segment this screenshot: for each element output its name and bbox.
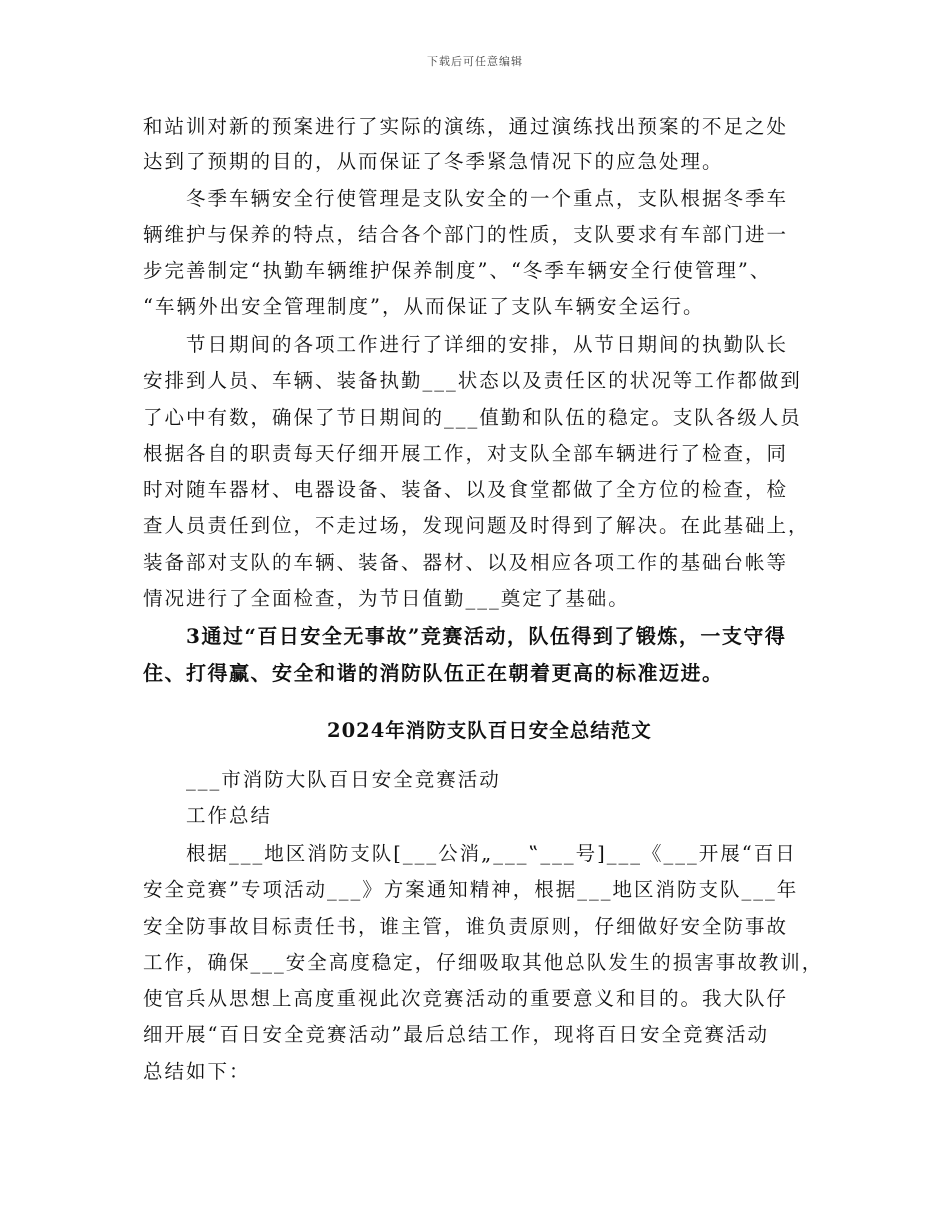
body-line: 细开展“百日安全竞赛活动”最后总结工作，现将百日安全竞赛活动 — [143, 1023, 769, 1046]
bold-paragraph-line: 住、打得赢、安全和谐的消防队伍正在朝着更高的标准迈进。 — [143, 661, 724, 685]
body-line: 冬季车辆安全行使管理是支队安全的一个重点，支队根据冬季车 — [186, 187, 789, 210]
page-header-note: 下载后可任意编辑 — [427, 55, 523, 68]
body-line: 时对随车器材、电器设备、装备、以及食堂都做了全方位的检查，检 — [143, 478, 789, 501]
body-line: 使官兵从思想上高度重视此次竞赛活动的重要意义和目的。我大队仔 — [143, 987, 789, 1010]
bold-paragraph-line: 3通过“百日安全无事故”竞赛活动，队伍得到了锻炼，一支守得 — [186, 624, 787, 648]
body-line: “车辆外出安全管理制度”，从而保证了支队车辆安全运行。 — [143, 295, 705, 318]
body-line: 节日期间的各项工作进行了详细的安排，从节日期间的执勤队长 — [186, 333, 789, 356]
body-line: 安全防事故目标责任书，谁主管，谁负责原则，仔细做好安全防事故 — [143, 915, 789, 938]
body-line: 了心中有数，确保了节日期间的___值勤和队伍的稳定。支队各级人员 — [143, 406, 802, 429]
body-line: 安排到人员、车辆、装备执勤___状态以及责任区的状况等工作都做到 — [143, 369, 802, 392]
section-title: 2024年消防支队百日安全总结范文 — [327, 719, 652, 742]
body-line: 步完善制定“执勤车辆维护保养制度”、“冬季车辆安全行使管理”、 — [143, 259, 772, 282]
body-line: 工作，确保___安全高度稳定，仔细吸取其他总队发生的损害事故教训， — [143, 951, 824, 974]
body-line: 安全竞赛”专项活动___》方案通知精神，根据___地区消防支队___年 — [143, 878, 799, 901]
body-line: 达到了预期的目的，从而保证了冬季紧急情况下的应急处理。 — [143, 150, 724, 173]
body-line: 查人员责任到位，不走过场，发现问题及时得到了解决。在此基础上， — [143, 514, 810, 537]
subtitle-line: ___市消防大队百日安全竞赛活动 — [186, 768, 501, 791]
body-line: 情况进行了全面检查，为节日值勤___奠定了基础。 — [143, 587, 630, 610]
body-line: 根据___地区消防支队[___公消„___‟___号]___《___开展“百日 — [186, 842, 797, 865]
body-line: 辆维护与保养的特点，结合各个部门的性质，支队要求有车部门进一 — [143, 223, 789, 246]
body-line: 和站训对新的预案进行了实际的演练，通过演练找出预案的不足之处 — [143, 115, 789, 138]
body-line: 总结如下： — [143, 1060, 251, 1083]
body-line: 装备部对支队的车辆、装备、器材、以及相应各项工作的基础台帐等 — [143, 551, 789, 574]
body-line: 根据各自的职责每天仔细开展工作，对支队全部车辆进行了检查，同 — [143, 442, 789, 465]
subtitle-line: 工作总结 — [186, 804, 273, 827]
